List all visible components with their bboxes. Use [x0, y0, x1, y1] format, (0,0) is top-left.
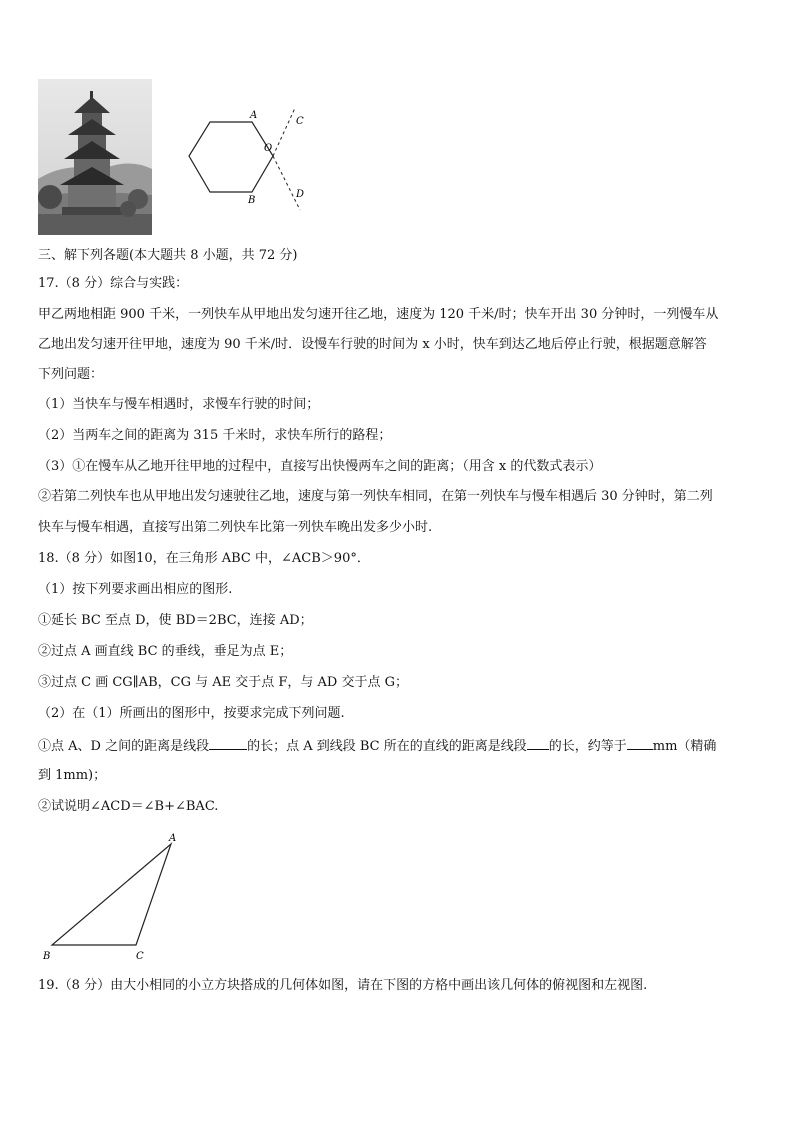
label-c: C — [296, 116, 304, 127]
q19-title: 19.（8 分）由大小相同的小立方块搭成的几何体如图，请在下图的方格中画出该几何体的俯视图和左视图. — [38, 978, 648, 993]
q18-item-4a-part2: 的长；点 A 到线段 BC 所在的直线的距离是线段 — [247, 739, 527, 754]
q18-item-4b: 到 1mm)； — [38, 768, 107, 783]
dashed-line-od — [273, 156, 300, 210]
pagoda-photo — [38, 79, 152, 235]
triangle-abc — [52, 844, 171, 945]
label-tri-c: C — [136, 951, 144, 962]
q17-sub-2: （2）当两车之间的距离为 315 千米时，求快车所行的路程； — [38, 428, 392, 443]
q17-text-2: 乙地出发匀速开往甲地，速度为 90 千米/时．设慢车行驶的时间为 x 小时，快车到达乙地后停止行驶，根据题意解答 — [38, 337, 707, 352]
q17-title: 17.（8 分）综合与实践： — [38, 276, 189, 291]
q17-sub-1: （1）当快车与慢车相遇时，求慢车行驶的时间； — [38, 397, 320, 412]
hexagon-diagram — [178, 104, 308, 216]
q18-item-2: ②过点 A 画直线 BC 的垂线，垂足为点 E； — [38, 644, 293, 659]
q18-item-4a-part4: mm（精确 — [652, 739, 717, 754]
q17-text-3: 下列问题： — [38, 367, 104, 382]
label-o: O — [264, 143, 273, 154]
answer-blank-3[interactable] — [627, 737, 653, 750]
q18-item-4a-part1: ①点 A、D 之间的距离是线段 — [38, 739, 210, 754]
q18-item-5: ②试说明∠ACD＝∠B+∠BAC. — [38, 799, 219, 814]
q18-item-1: ①延长 BC 至点 D，使 BD＝2BC，连接 AD； — [38, 613, 313, 628]
q18-sub-1: （1）按下列要求画出相应的图形. — [38, 582, 233, 597]
label-d: D — [296, 189, 305, 200]
dashed-line-oc — [273, 108, 295, 156]
q17-sub-4b: 快车与慢车相遇，直接写出第二列快车比第一列快车晚出发多少小时. — [38, 520, 433, 535]
label-tri-b: B — [43, 951, 51, 962]
answer-blank-1[interactable] — [209, 737, 247, 750]
label-tri-a: A — [169, 833, 177, 844]
answer-blank-2[interactable] — [527, 737, 549, 750]
q17-text-1: 甲乙两地相距 900 千米，一列快车从甲地出发匀速开往乙地，速度为 120 千米/时；快车开出 30 分钟时，一列慢车从 — [38, 307, 719, 322]
hexagon — [189, 122, 273, 192]
q17-sub-4a: ②若第二列快车也从甲地出发匀速驶往乙地，速度与第一列快车相同，在第一列快车与慢车相遇后 30 分钟时，第二列 — [38, 489, 713, 504]
q18-sub-2: （2）在（1）所画出的图形中，按要求完成下列问题. — [38, 706, 345, 721]
triangle-abc-diagram — [38, 830, 198, 965]
q18-title: 18.（8 分）如图10，在三角形 ABC 中，∠ACB＞90°． — [38, 551, 370, 566]
section-heading: 三、解下列各题(本大题共 8 小题，共 72 分) — [38, 248, 298, 263]
label-b: B — [248, 195, 256, 206]
q18-item-4a-part3: 的长，约等于 — [548, 739, 627, 754]
q17-sub-3: （3）①在慢车从乙地开往甲地的过程中，直接写出快慢两车之间的距离；（用含 x 的代数式表示） — [38, 459, 602, 474]
label-a: A — [250, 110, 258, 121]
q18-item-4a — [38, 737, 716, 755]
q18-item-3: ③过点 C 画 CG∥AB，CG 与 AE 交于点 F，与 AD 交于点 G； — [38, 675, 408, 690]
